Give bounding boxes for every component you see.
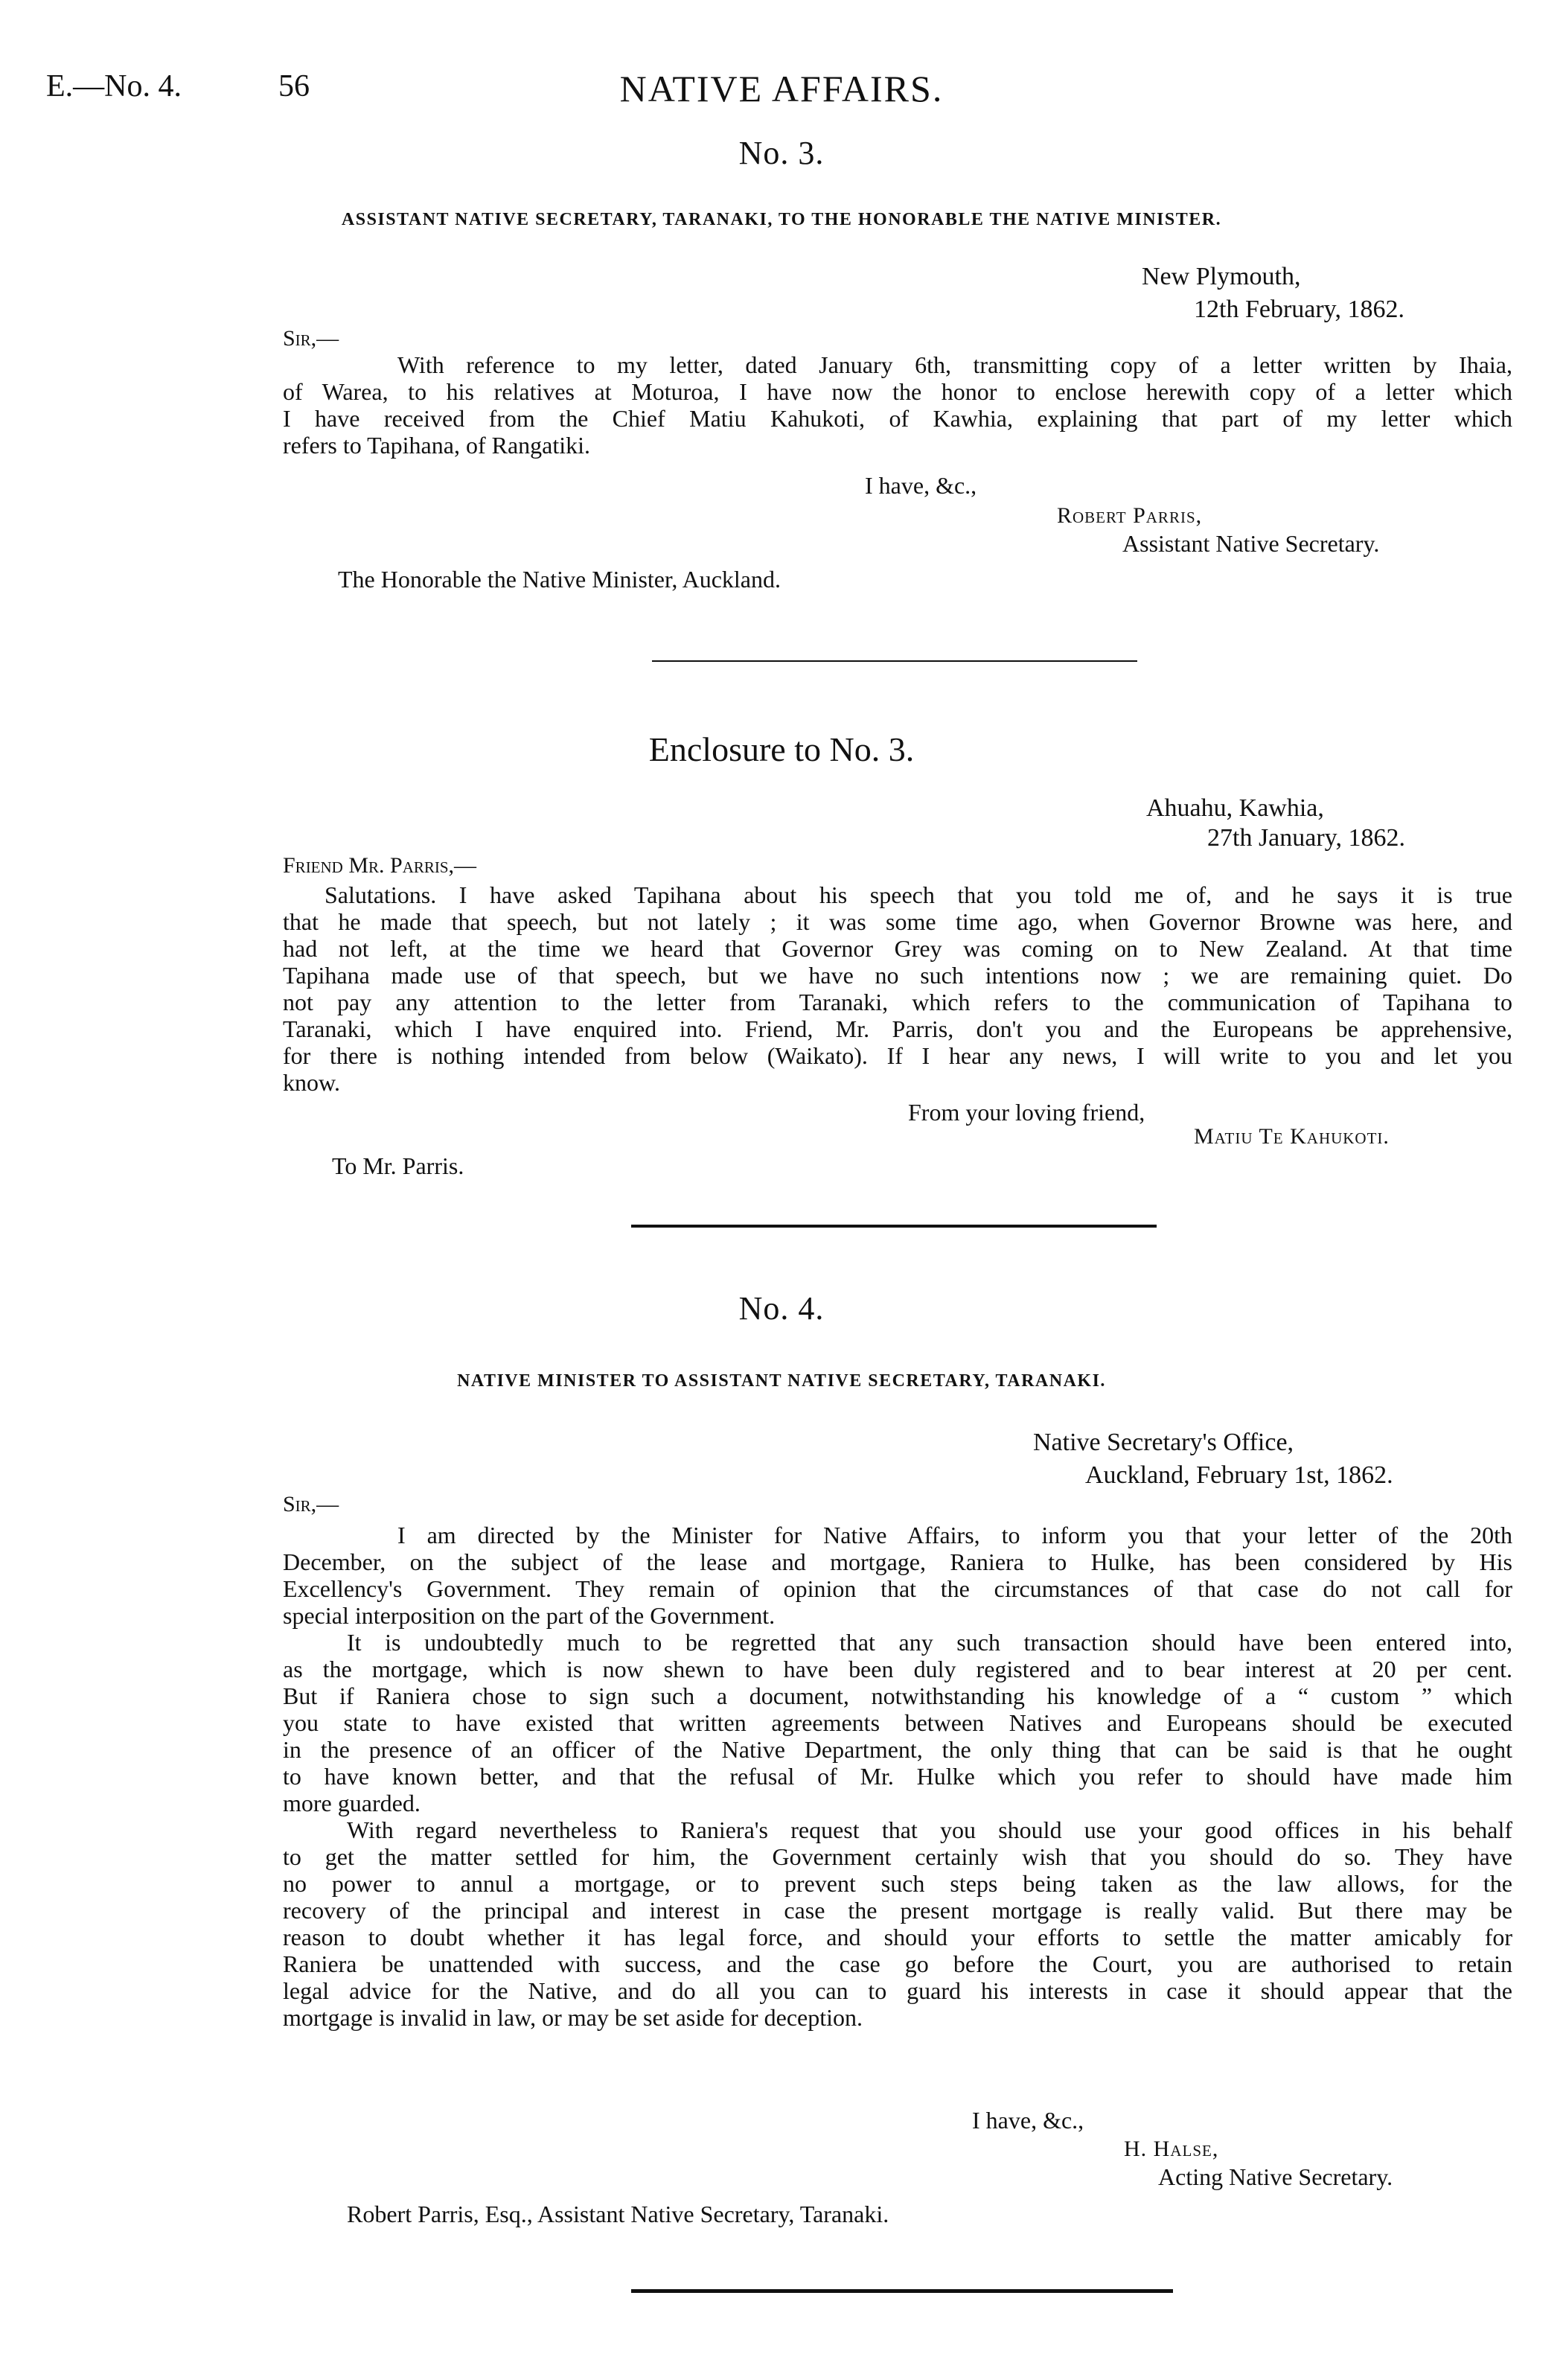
body-line: to get the matter settled for him, the Government certainly wish that you should do so. They have [283, 1843, 1512, 1870]
section-divider [631, 2289, 1173, 2293]
body-line: in the presence of an officer of the Native Department, the only thing that can be said is that he ought [283, 1736, 1512, 1763]
body-line: no power to annul a mortgage, or to prevent such steps being taken as the law allows, for the [283, 1870, 1512, 1897]
enclosure-heading: Enclosure to No. 3. [648, 730, 915, 768]
section-divider [652, 660, 1137, 662]
enclosure-addressee: To Mr. Parris. [332, 1152, 464, 1179]
document-reference: E.—No. 4. [46, 69, 182, 103]
letter-salutation: Sir,— [283, 1492, 339, 1516]
body-line: for there is nothing intended from below (Waikato). If I hear any news, I will write to you and let you [283, 1042, 1512, 1069]
letter-number: No. 4. [738, 1290, 825, 1327]
signatory-title: Acting Native Secretary. [1158, 2163, 1393, 2190]
letter-addressee: The Honorable the Native Minister, Auckland. [338, 566, 781, 593]
body-line: reason to doubt whether it has legal force, and should your efforts to settle the matter amicably for [283, 1924, 1512, 1950]
body-line: With reference to my letter, dated January 6th, transmitting copy of a letter written by Ihaia, [397, 351, 1512, 378]
letter-date: Auckland, February 1st, 1862. [1085, 1461, 1393, 1489]
letter-signature: H. Halse, [1124, 2137, 1219, 2161]
letter-closing: I have, &c., [865, 472, 977, 499]
letter-body [283, 351, 1512, 459]
body-line: Excellency's Government. They remain of opinion that the circumstances of that case do not call for [283, 1575, 1512, 1602]
body-line: With regard nevertheless to Raniera's request that you should use your good offices in his behalf [347, 1816, 1512, 1843]
body-line: as the mortgage, which is now shewn to have been duly registered and to bear interest at 20 per cent. [283, 1656, 1512, 1682]
letter-place: New Plymouth, [1142, 263, 1301, 290]
letter-addressee: Robert Parris, Esq., Assistant Native Secretary, Taranaki. [347, 2201, 889, 2227]
enclosure-salutation: Friend Mr. Parris,— [283, 853, 477, 878]
body-line: you state to have existed that written agreements between Natives and Europeans should be executed [283, 1709, 1512, 1736]
body-line: Taranaki, which I have enquired into. Friend, Mr. Parris, don't you and the Europeans be apprehensive, [283, 1015, 1512, 1042]
section-divider [631, 1225, 1157, 1228]
body-line: not pay any attention to the letter from Taranaki, which refers to the communication of Tapihana to [283, 989, 1512, 1015]
body-line: Salutations. I have asked Tapihana about his speech that you told me of, and he says it is true [325, 881, 1512, 908]
letter-signature: Robert Parris, [1057, 503, 1203, 528]
letter-heading: NATIVE MINISTER TO ASSISTANT NATIVE SECRETARY, TARANAKI. [457, 1371, 1106, 1391]
body-line: December, on the subject of the lease and mortgage, Raniera to Hulke, has been considered by His [283, 1548, 1512, 1575]
body-line: that he made that speech, but not lately ; it was some time ago, when Governor Browne was here, and [283, 908, 1512, 935]
body-line: know. [283, 1069, 341, 1096]
letter-place: Native Secretary's Office, [1033, 1429, 1294, 1456]
page-title: NATIVE AFFAIRS. [619, 68, 944, 109]
body-line: of Warea, to his relatives at Moturoa, I have now the honor to enclose herewith copy of a letter which [283, 378, 1512, 405]
body-line: had not left, at the time we heard that Governor Grey was coming on to New Zealand. At that time [283, 935, 1512, 962]
body-line: more guarded. [283, 1790, 421, 1816]
enclosure-date: 27th January, 1862. [1207, 824, 1405, 852]
body-line: I am directed by the Minister for Native Affairs, to inform you that your letter of the 20th [397, 1522, 1512, 1548]
enclosure-body [283, 881, 1512, 1096]
enclosure-signature: Matiu Te Kahukoti. [1194, 1124, 1390, 1149]
body-line: Tapihana made use of that speech, but we have no such intentions now ; we are remaining quiet. Do [283, 962, 1512, 989]
letter-heading: ASSISTANT NATIVE SECRETARY, TARANAKI, TO THE HONORABLE THE NATIVE MINISTER. [341, 210, 1222, 229]
letter-body [283, 1522, 1512, 2031]
body-line: to have known better, and that the refusal of Mr. Hulke which you refer to should have made him [283, 1763, 1512, 1790]
body-line: refers to Tapihana, of Rangatiki. [283, 432, 591, 459]
page-number: 56 [278, 69, 310, 103]
signatory-title: Assistant Native Secretary. [1122, 530, 1380, 557]
letter-date: 12th February, 1862. [1194, 296, 1404, 323]
enclosure-place: Ahuahu, Kawhia, [1146, 794, 1324, 822]
letter-salutation: Sir,— [283, 326, 339, 351]
body-line: I have received from the Chief Matiu Kahukoti, of Kawhia, explaining that part of my letter which [283, 405, 1512, 432]
letter-number: No. 3. [738, 135, 825, 171]
enclosure-closing: From your loving friend, [908, 1099, 1145, 1126]
letter-closing: I have, &c., [972, 2107, 1084, 2134]
body-line: Raniera be unattended with success, and the case go before the Court, you are authorised to retain [283, 1950, 1512, 1977]
body-line: legal advice for the Native, and do all you can to guard his interests in case it should appear that the [283, 1977, 1512, 2004]
body-line: mortgage is invalid in law, or may be set aside for deception. [283, 2004, 863, 2031]
body-line: recovery of the principal and interest in case the present mortgage is really valid. But there may be [283, 1897, 1512, 1924]
body-line: But if Raniera chose to sign such a document, notwithstanding his knowledge of a “ custom ” which [283, 1682, 1512, 1709]
body-line: special interposition on the part of the Government. [283, 1602, 776, 1629]
body-line: It is undoubtedly much to be regretted that any such transaction should have been entered into, [347, 1629, 1512, 1656]
